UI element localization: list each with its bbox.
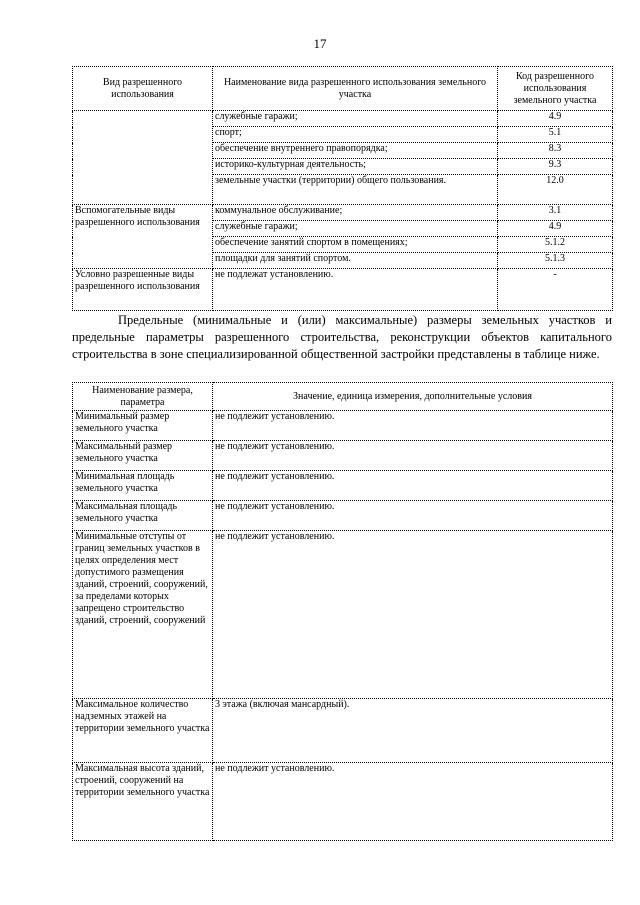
parameter-value: не подлежит установлению. xyxy=(213,531,613,699)
parameter-name: Минимальный размер земельного участка xyxy=(73,411,213,441)
auxiliary-use-label: Вспомогательные виды разрешенного использования xyxy=(73,205,213,269)
table-row xyxy=(73,531,613,699)
main-use-cell xyxy=(73,111,213,205)
parameter-name: Максимальный размер земельного участка xyxy=(73,441,213,471)
use-name: коммунальное обслуживание; xyxy=(213,205,498,221)
page-number: 17 xyxy=(313,36,327,51)
use-code: 9.3 xyxy=(498,159,613,175)
use-code: 3.1 xyxy=(498,205,613,221)
table-row xyxy=(73,441,613,471)
permitted-use-table xyxy=(72,66,613,311)
table-header-row xyxy=(73,67,613,111)
use-code: 4.9 xyxy=(498,221,613,237)
conditional-use-label: Условно разрешенные виды разрешенного использования xyxy=(73,269,213,311)
parameter-value: не подлежит установлению. xyxy=(213,501,613,531)
table-row xyxy=(73,111,613,127)
parameter-value: не подлежит установлению. xyxy=(213,441,613,471)
use-name: не подлежат установлению. xyxy=(213,269,498,311)
use-code: 5.1.3 xyxy=(498,253,613,269)
use-name: историко-культурная деятельность; xyxy=(213,159,498,175)
parameter-value: не подлежит установлению. xyxy=(213,471,613,501)
parameters-table xyxy=(72,382,613,841)
use-name: земельные участки (территории) общего пользования. xyxy=(213,175,498,205)
use-code: 12.0 xyxy=(498,175,613,205)
table-row xyxy=(73,699,613,763)
table-row xyxy=(73,763,613,841)
parameter-name: Максимальная площадь земельного участка xyxy=(73,501,213,531)
use-name: площадки для занятий спортом. xyxy=(213,253,498,269)
table-row xyxy=(73,269,613,311)
use-code: 5.1.2 xyxy=(498,237,613,253)
use-code: 5.1 xyxy=(498,127,613,143)
intro-paragraph: Предельные (минимальные и (или) максимальные) размеры земельных участков и предельные параметры разрешенного строительства, реконструкции объектов капитального строительства в зоне специализированной общественной застройки представлены в таблице ниже. xyxy=(72,313,612,361)
use-code: 8.3 xyxy=(498,143,613,159)
table-header-row xyxy=(73,383,613,411)
header-parameter: Наименование размера, параметра xyxy=(73,383,213,411)
parameter-name: Максимальная высота зданий, строений, сооружений на территории земельного участка xyxy=(73,763,213,841)
table-row xyxy=(73,411,613,441)
header-value: Значение, единица измерения, дополнительные условия xyxy=(213,383,613,411)
table-row xyxy=(73,471,613,501)
use-name: служебные гаражи; xyxy=(213,111,498,127)
parameter-value: 3 этажа (включая мансардный). xyxy=(213,699,613,763)
use-name: спорт; xyxy=(213,127,498,143)
parameter-name: Минимальная площадь земельного участка xyxy=(73,471,213,501)
use-code: 4.9 xyxy=(498,111,613,127)
parameter-value: не подлежит установлению. xyxy=(213,411,613,441)
parameter-name: Максимальное количество надземных этажей на территории земельного участка xyxy=(73,699,213,763)
table-row xyxy=(73,205,613,221)
use-name: обеспечение внутреннего правопорядка; xyxy=(213,143,498,159)
use-code: - xyxy=(498,269,613,311)
use-name: обеспечение занятий спортом в помещениях; xyxy=(213,237,498,253)
header-use-type: Вид разрешенного использования xyxy=(73,67,213,111)
parameter-name: Минимальные отступы от границ земельных участков в целях определения мест допустимого размещения зданий, строений, сооружений, за пределами которых запрещено строительство зданий, строений, сооружений xyxy=(73,531,213,699)
table-row xyxy=(73,501,613,531)
use-name: служебные гаражи; xyxy=(213,221,498,237)
parameter-value: не подлежит установлению. xyxy=(213,763,613,841)
header-use-name: Наименование вида разрешенного использования земельного участка xyxy=(213,67,498,111)
header-use-code: Код разрешенного использования земельного участка xyxy=(498,67,613,111)
